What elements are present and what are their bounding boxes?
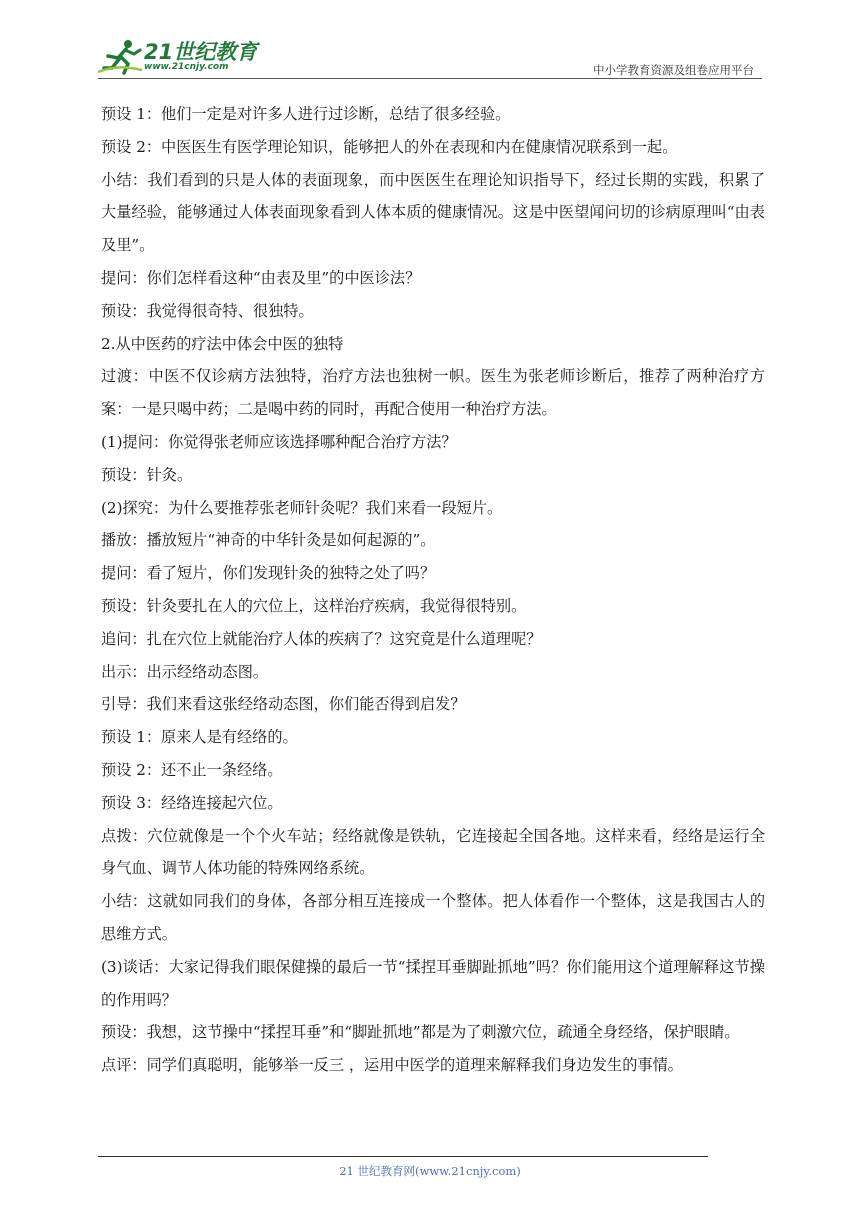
paragraph: 预设 1：他们一定是对许多人进行过诊断，总结了很多经验。 xyxy=(101,105,511,123)
paragraph: 引导：我们来看这张经络动态图，你们能否得到启发？ xyxy=(101,695,466,714)
paragraph: 追问：扎在穴位上就能治疗人体的疾病了？这究竟是什么道理呢？ xyxy=(101,629,542,648)
paragraph: 预设 2：中医医生有医学理论知识，能够把人的外在表现和内在健康情况联系到一起。 xyxy=(101,137,678,156)
paragraph: 过渡：中医不仅诊病方法独特，治疗方法也独树一帜。医生为张老师诊断后，推荐了两种治疗方案：一是只喝中药；二是喝中药的同时，再配合使用一种治疗方法。 xyxy=(101,367,765,419)
paragraph: 预设：针灸要扎在人的穴位上，这样治疗疾病，我觉得很特别。 xyxy=(101,596,527,615)
header-divider xyxy=(98,78,762,79)
paragraph: 预设 3：经络连接起穴位。 xyxy=(101,793,283,812)
paragraph: 提问：看了短片，你们发现针灸的独特之处了吗？ xyxy=(101,564,436,583)
paragraph: 小结：我们看到的只是人体的表面现象，而中医医生在理论知识指导下，经过长期的实践，积累了大量经验，能够通过人体表面现象看到人体本质的健康情况。这是中医望闻问切的诊病原理叫“由表及里”。 xyxy=(101,170,765,255)
paragraph: 出示：出示经络动态图。 xyxy=(101,662,269,681)
logo-text: 21世纪教育 xyxy=(144,40,258,64)
paragraph: 播放：播放短片“神奇的中华针灸是如何起源的”。 xyxy=(101,531,436,550)
paragraph: 预设 2：还不止一条经络。 xyxy=(101,760,283,779)
paragraph: 提问：你们怎样看这种“由表及里”的中医诊法？ xyxy=(101,268,421,287)
footer-divider xyxy=(98,1156,708,1157)
paragraph: 预设：我想，这节操中“揉捏耳垂”和“脚趾抓地”都是为了刺激穴位，疏通全身经络，保护眼睛。 xyxy=(101,1023,740,1042)
paragraph: 点评：同学们真聪明，能够举一反三 ，运用中医学的道理来解释我们身边发生的事情。 xyxy=(101,1056,683,1075)
paragraph: (1)提问：你觉得张老师应该选择哪种配合治疗方法？ xyxy=(101,432,457,451)
logo xyxy=(98,36,268,78)
page-footer: 21 世纪教育网(www.21cnjy.com) xyxy=(339,1164,521,1178)
paragraph: 点拨：穴位就像是一个个火车站；经络就像是铁轨，它连接起全国各地。这样来看，经络是运行全身气血、调节人体功能的特殊网络系统。 xyxy=(101,826,765,878)
paragraph: 预设：针灸。 xyxy=(101,465,193,484)
paragraph: (3)谈话：大家记得我们眼保健操的最后一节“揉捏耳垂脚趾抓地”吗？你们能用这个道理解释这节操的作用吗？ xyxy=(101,957,765,1009)
document-body xyxy=(101,98,765,1082)
paragraph: 小结：这就如同我们的身体，各部分相互连接成一个整体。把人体看作一个整体，这是我国古人的思维方式。 xyxy=(101,892,765,943)
paragraph: 预设：我觉得很奇特、很独特。 xyxy=(101,301,314,320)
logo-url: www.21cnjy.com xyxy=(144,62,229,72)
paragraph: 预设 1：原来人是有经络的。 xyxy=(101,728,298,747)
paragraph: (2)探究：为什么要推荐张老师针灸呢？我们来看一段短片。 xyxy=(101,498,503,517)
section-heading: 2.从中医药的疗法中体会中医的独特 xyxy=(101,334,344,353)
header-tagline: 中小学教育资源及组卷应用平台 xyxy=(593,63,754,77)
runner-logo-icon xyxy=(98,38,144,76)
page-header xyxy=(98,36,762,78)
